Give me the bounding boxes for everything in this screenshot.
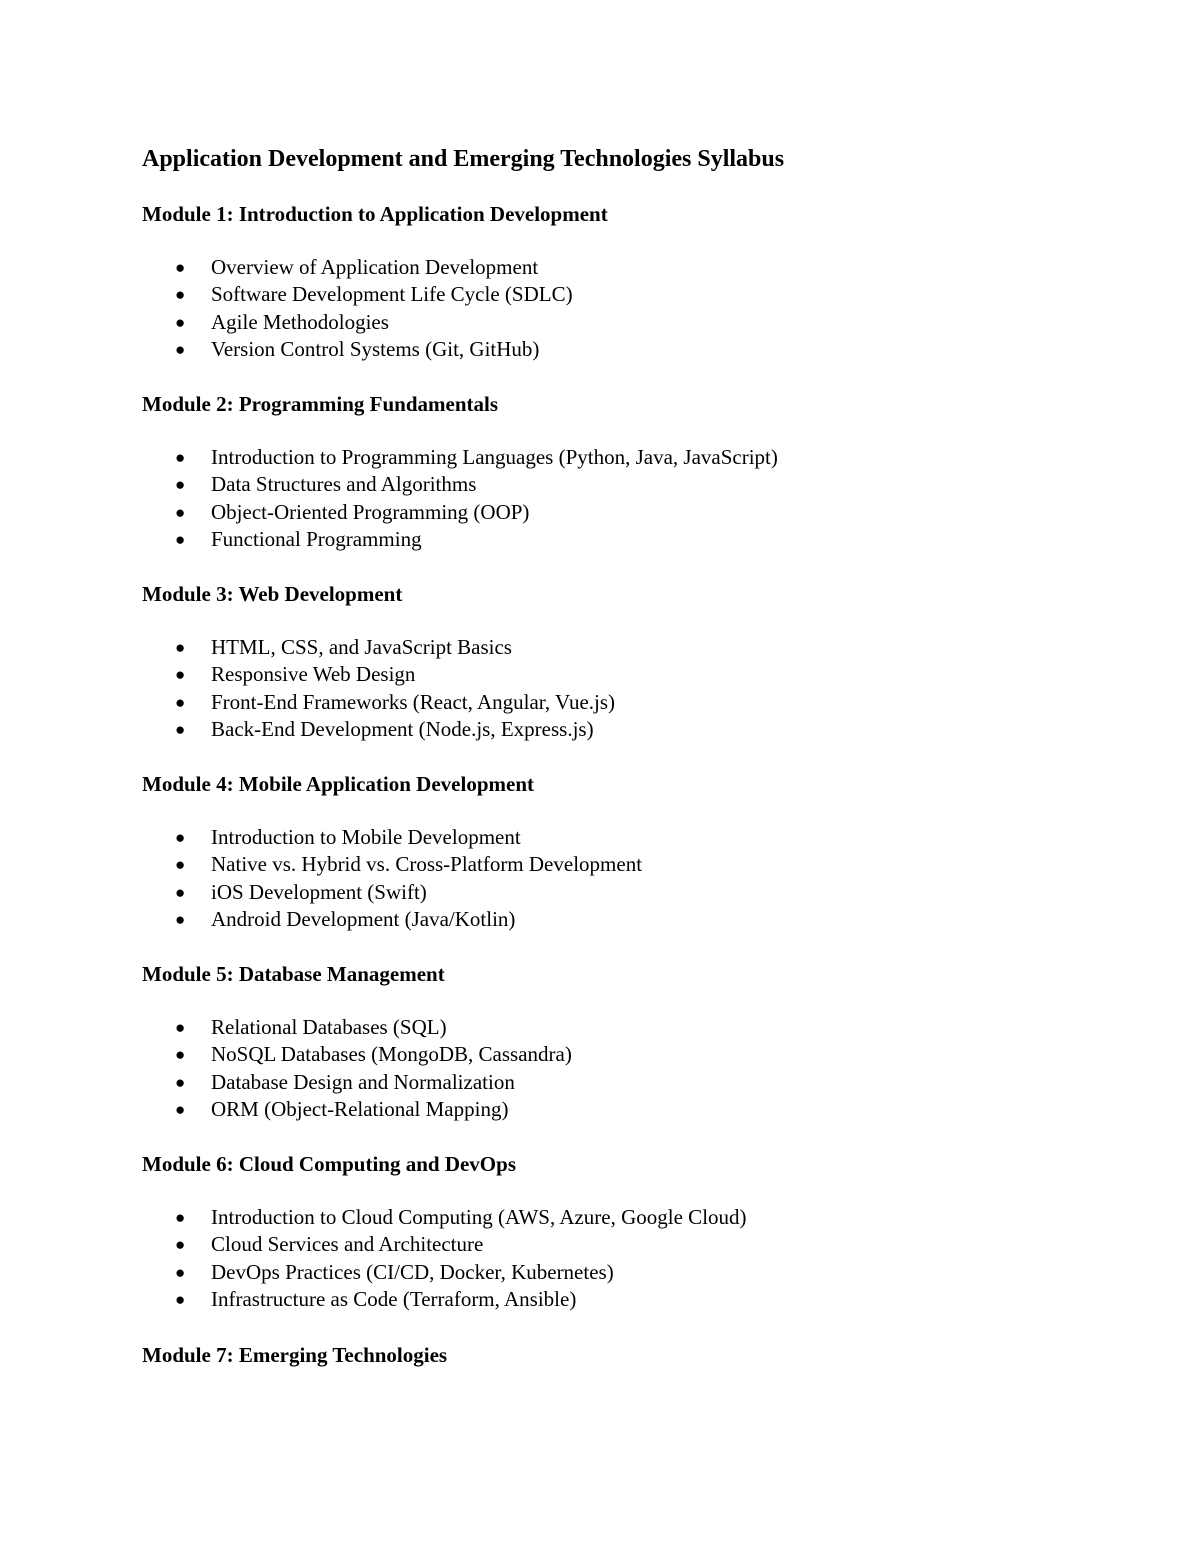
- bullet-icon: ●: [175, 1072, 186, 1092]
- document-title: Application Development and Emerging Technologies Syllabus: [142, 146, 785, 172]
- bullet-icon: ●: [175, 1289, 186, 1309]
- list-item: [142, 1096, 1142, 1123]
- bullet-icon: ●: [175, 1045, 186, 1065]
- bullet-icon: ●: [175, 828, 186, 847]
- list-item: [142, 879, 1142, 906]
- module-heading: Module 6: Cloud Computing and DevOps: [142, 1152, 516, 1176]
- topic-text: iOS Development (Swift): [211, 879, 427, 904]
- bullet-icon: ●: [175, 855, 186, 875]
- topic-list: [142, 254, 1142, 363]
- topic-text: Relational Databases (SQL): [211, 1015, 447, 1039]
- topic-text: Introduction to Programming Languages (Python, Java, JavaScript): [211, 445, 778, 469]
- list-item: [142, 716, 1142, 743]
- topic-text: Cloud Services and Architecture: [211, 1232, 484, 1257]
- list-item: [142, 471, 1142, 498]
- topic-list: [142, 824, 1142, 933]
- module-section: [142, 960, 1142, 1123]
- bullet-icon: ●: [175, 502, 186, 522]
- topic-text: NoSQL Databases (MongoDB, Cassandra): [211, 1042, 572, 1067]
- topic-text: Native vs. Hybrid vs. Cross-Platform Development: [211, 852, 643, 877]
- topic-text: Functional Programming: [211, 526, 422, 551]
- topic-text: Infrastructure as Code (Terraform, Ansible): [211, 1286, 577, 1311]
- topic-text: Introduction to Mobile Development: [211, 825, 521, 849]
- topic-text: Android Development (Java/Kotlin): [211, 906, 516, 931]
- list-item: [142, 824, 1142, 851]
- bullet-icon: ●: [175, 1208, 186, 1227]
- list-item: [142, 689, 1142, 716]
- bullet-icon: ●: [175, 448, 186, 467]
- list-item: [142, 1041, 1142, 1068]
- bullet-icon: ●: [175, 339, 186, 359]
- list-item: [142, 1014, 1142, 1041]
- list-item: [142, 336, 1142, 363]
- list-item: [142, 1286, 1142, 1313]
- module-section: [142, 1150, 1142, 1313]
- list-item: [142, 634, 1142, 661]
- bullet-icon: ●: [175, 285, 186, 305]
- module-section: [142, 1341, 1142, 1369]
- topic-text: Database Design and Normalization: [211, 1069, 515, 1094]
- topic-text: DevOps Practices (CI/CD, Docker, Kubernetes): [211, 1259, 614, 1284]
- bullet-icon: ●: [175, 258, 186, 277]
- list-item: [142, 499, 1142, 526]
- module-heading: Module 2: Programming Fundamentals: [142, 392, 499, 416]
- list-item: [142, 1204, 1142, 1231]
- topic-text: ORM (Object-Relational Mapping): [211, 1096, 509, 1121]
- bullet-icon: ●: [175, 882, 186, 902]
- bullet-icon: ●: [175, 475, 186, 495]
- topic-text: Front-End Frameworks (React, Angular, Vue.js): [211, 689, 616, 714]
- module-heading: Module 5: Database Management: [142, 962, 445, 986]
- bullet-icon: ●: [175, 1018, 186, 1037]
- topic-text: Data Structures and Algorithms: [211, 472, 477, 497]
- topic-list: [142, 634, 1142, 743]
- topic-list: [142, 1014, 1142, 1123]
- bullet-icon: ●: [175, 312, 186, 332]
- topic-text: Version Control Systems (Git, GitHub): [211, 336, 540, 361]
- topic-text: Agile Methodologies: [211, 309, 389, 334]
- topic-text: Software Development Life Cycle (SDLC): [211, 282, 573, 307]
- list-item: [142, 851, 1142, 878]
- list-item: [142, 281, 1142, 308]
- bullet-icon: ●: [175, 719, 186, 739]
- bullet-icon: ●: [175, 529, 186, 549]
- topic-text: Back-End Development (Node.js, Express.js): [211, 716, 594, 741]
- bullet-icon: ●: [175, 638, 186, 657]
- list-item: [142, 1259, 1142, 1286]
- topic-list: [142, 1204, 1142, 1313]
- module-section: [142, 770, 1142, 933]
- module-heading: Module 4: Mobile Application Development: [142, 772, 534, 796]
- bullet-icon: ●: [175, 692, 186, 712]
- topic-text: Responsive Web Design: [211, 662, 416, 687]
- list-item: [142, 906, 1142, 933]
- topic-text: Object-Oriented Programming (OOP): [211, 499, 530, 524]
- bullet-icon: ●: [175, 1099, 186, 1119]
- list-item: [142, 309, 1142, 336]
- module-heading: Module 1: Introduction to Application Development: [142, 202, 608, 226]
- module-heading: Module 7: Emerging Technologies: [142, 1343, 448, 1367]
- list-item: [142, 526, 1142, 553]
- list-item: [142, 1069, 1142, 1096]
- topic-text: HTML, CSS, and JavaScript Basics: [211, 635, 512, 659]
- list-item: [142, 1231, 1142, 1258]
- bullet-icon: ●: [175, 665, 186, 685]
- module-section: [142, 390, 1142, 553]
- module-heading: Module 3: Web Development: [142, 582, 403, 606]
- list-item: [142, 661, 1142, 688]
- module-section: [142, 580, 1142, 743]
- bullet-icon: ●: [175, 909, 186, 929]
- topic-list: [142, 444, 1142, 553]
- bullet-icon: ●: [175, 1262, 186, 1282]
- topic-text: Introduction to Cloud Computing (AWS, Azure, Google Cloud): [211, 1205, 747, 1229]
- bullet-icon: ●: [175, 1235, 186, 1255]
- list-item: [142, 444, 1142, 471]
- topic-text: Overview of Application Development: [211, 255, 539, 279]
- module-section: [142, 200, 1142, 363]
- list-item: [142, 254, 1142, 281]
